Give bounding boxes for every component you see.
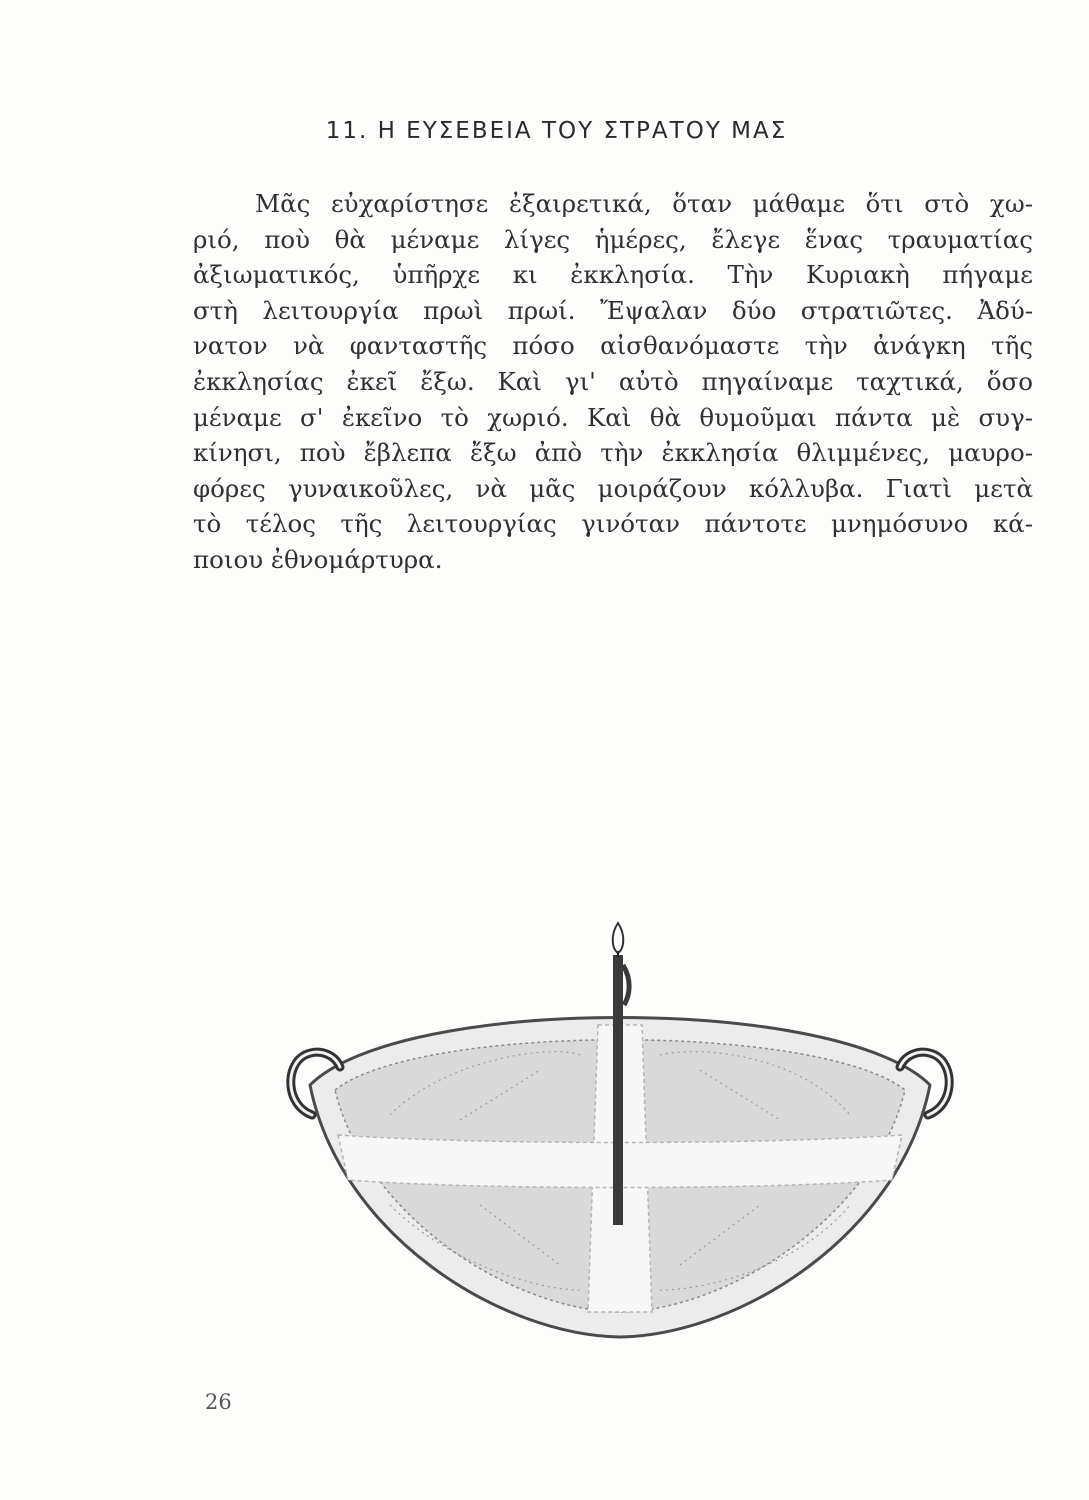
paragraph-line: κίνησι, ποὺ ἔβλεπα ἔξω ἀπὸ τὴν ἐκκλησία θλιμμένες, μαυρο- [193,438,1033,468]
paragraph-line: φόρες γυναικοῦλες, νὰ μᾶς μοιράζουν κόλλυβα. Γιατὶ μετὰ [193,473,1033,503]
paragraph-line: ἀξιωματικός, ὑπῆρχε κι ἐκκλησία. Τὴν Κυριακὴ πήγαμε [193,260,1033,290]
paragraph-line: τὸ τέλος τῆς λειτουργίας γινόταν πάντοτε μνημόσυνο κά- [193,509,1033,539]
chapter-paragraph [193,186,1033,578]
candle-flame-icon [613,923,624,953]
paragraph-line: μέναμε σ' ἐκεῖνο τὸ χωριό. Καὶ θὰ θυμοῦμαι πάντα μὲ συγ- [193,402,1033,432]
paragraph-line: ριό, ποὺ θὰ μέναμε λίγες ἡμέρες, ἔλεγε ἕνας τραυματίας [193,224,1033,254]
paragraph-line: στὴ λειτουργία πρωὶ πρωί. Ἔψαλαν δύο στρατιῶτες. Ἀδύ- [193,295,1033,325]
candle [613,955,623,1225]
paragraph-line: νατον νὰ φανταστῆς πόσο αἰσθανόμαστε τὴν ἀνάγκη τῆς [193,331,1033,361]
paragraph-line: Μᾶς εὐχαρίστησε ἐξαιρετικά, ὅταν μάθαμε ὅτι στὸ χω- [255,189,1033,218]
kollyva-tray-illustration [280,905,960,1385]
page-number: 26 [205,1390,232,1414]
chapter-title: 11. Η ΕΥΣΕΒΕΙΑ ΤΟΥ ΣΤΡΑΤΟΥ ΜΑΣ [325,118,788,144]
paragraph-line: ἐκκλησίας ἐκεῖ ἔξω. Καὶ γι' αὐτὸ πηγαίναμε ταχτικά, ὅσο [193,366,1033,396]
paragraph-line: ποιου ἐθνομάρτυρα. [193,544,443,574]
